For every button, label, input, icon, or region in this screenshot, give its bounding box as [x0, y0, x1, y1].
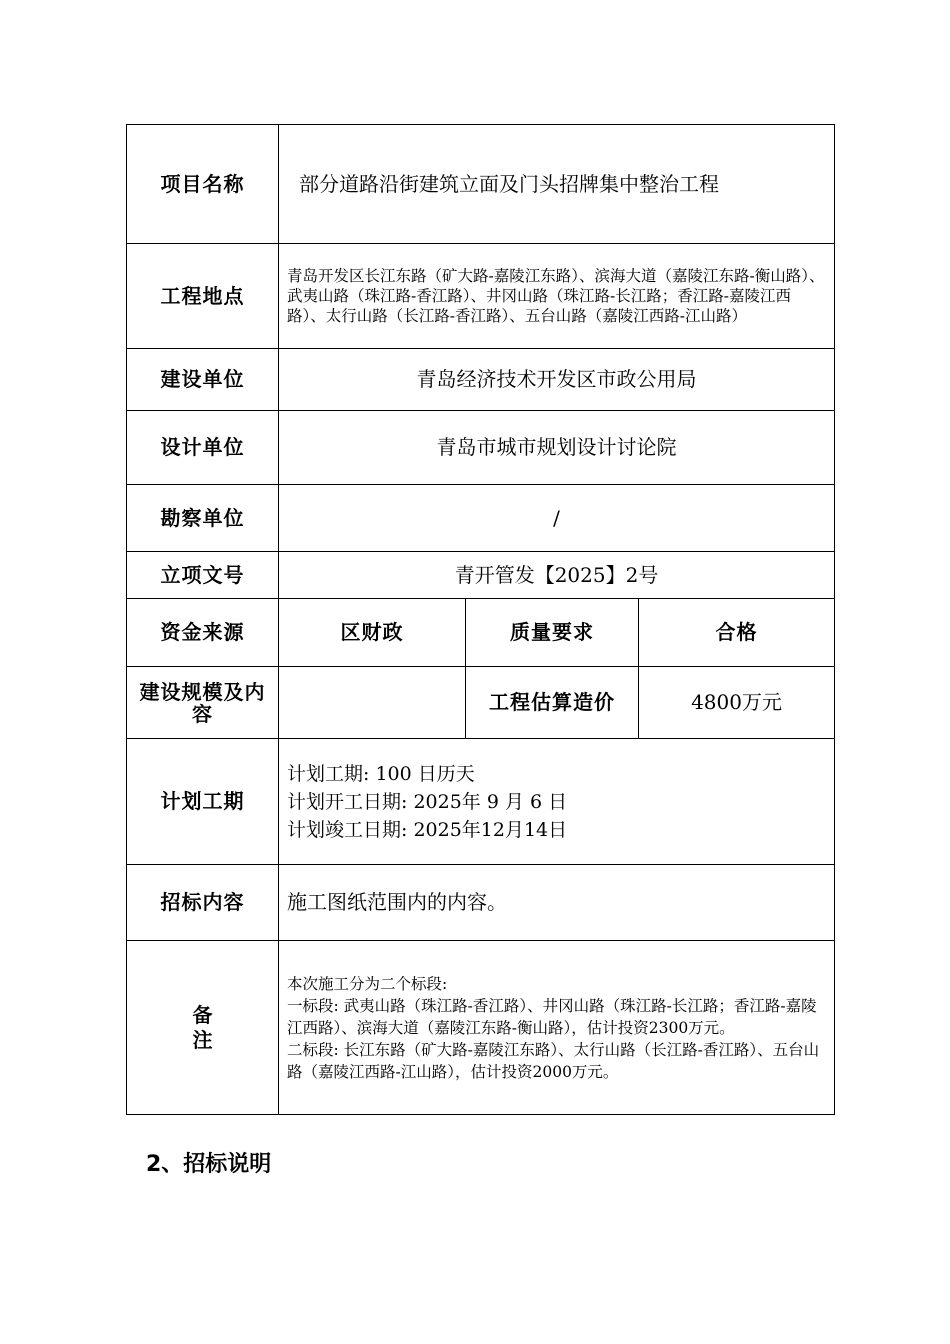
location-label: 工程地点 — [127, 244, 279, 349]
project-name-label: 项目名称 — [127, 125, 279, 244]
scale-value — [279, 667, 466, 739]
project-name-value: 部分道路沿街建筑立面及门头招牌集中整治工程 — [279, 125, 835, 244]
remarks-lot-1: 一标段: 武夷山路（珠江路-香江路）、井冈山路（珠江路-长江路；香江路-嘉陵江西路）、滨海大道（嘉陵江东路-衡山路），估计投资2300万元。 — [287, 996, 817, 1037]
row-builder — [127, 349, 835, 411]
funding-value: 区财政 — [279, 599, 466, 667]
row-surveyor — [127, 485, 835, 552]
approval-no-label: 立项文号 — [127, 552, 279, 599]
estimate-value: 4800万元 — [639, 667, 835, 739]
location-value: 青岛开发区长江东路（矿大路-嘉陵江东路）、滨海大道（嘉陵江东路-衡山路）、武夷山路（珠江路-香江路）、井冈山路（珠江路-长江路；香江路-嘉陵江西路）、太行山路（长江路-香江路）、五台山路（嘉陵江西路-江山路） — [279, 244, 835, 349]
schedule-start-date: 计划开工日期: 2025年 9 月 6 日 — [287, 790, 568, 813]
remarks-lot-2: 二标段: 长江东路（矿大路-嘉陵江东路）、太行山路（长江路-香江路）、五台山路（嘉陵江西路-江山路），估计投资2000万元。 — [287, 1040, 820, 1081]
scale-label: 建设规模及内容 — [127, 667, 279, 739]
estimate-label: 工程估算造价 — [466, 667, 639, 739]
funding-label: 资金来源 — [127, 599, 279, 667]
builder-label: 建设单位 — [127, 349, 279, 411]
row-tender-content — [127, 865, 835, 941]
row-funding — [127, 599, 835, 667]
section-heading: 2、招标说明 — [146, 1152, 272, 1177]
row-designer — [127, 411, 835, 485]
quality-value: 合格 — [639, 599, 835, 667]
schedule-duration: 计划工期: 100 日历天 — [287, 762, 475, 785]
tender-content-label: 招标内容 — [127, 865, 279, 941]
surveyor-value: / — [279, 485, 835, 552]
remarks-value — [279, 941, 835, 1115]
tender-content-value: 施工图纸范围内的内容。 — [279, 865, 835, 941]
remarks-intro: 本次施工分为二个标段: — [287, 974, 448, 993]
builder-value: 青岛经济技术开发区市政公用局 — [279, 349, 835, 411]
designer-value: 青岛市城市规划设计讨论院 — [279, 411, 835, 485]
row-schedule — [127, 739, 835, 865]
schedule-end-date: 计划竣工日期: 2025年12月14日 — [287, 818, 568, 841]
row-remarks — [127, 941, 835, 1115]
row-location — [127, 244, 835, 349]
quality-label: 质量要求 — [466, 599, 639, 667]
schedule-value — [279, 739, 835, 865]
remarks-label: 备注 — [127, 941, 279, 1115]
row-project-name — [127, 125, 835, 244]
row-approval-no — [127, 552, 835, 599]
designer-label: 设计单位 — [127, 411, 279, 485]
project-info-table — [126, 124, 835, 1115]
surveyor-label: 勘察单位 — [127, 485, 279, 552]
row-scale — [127, 667, 835, 739]
schedule-label: 计划工期 — [127, 739, 279, 865]
approval-no-value: 青开管发【2025】2号 — [279, 552, 835, 599]
